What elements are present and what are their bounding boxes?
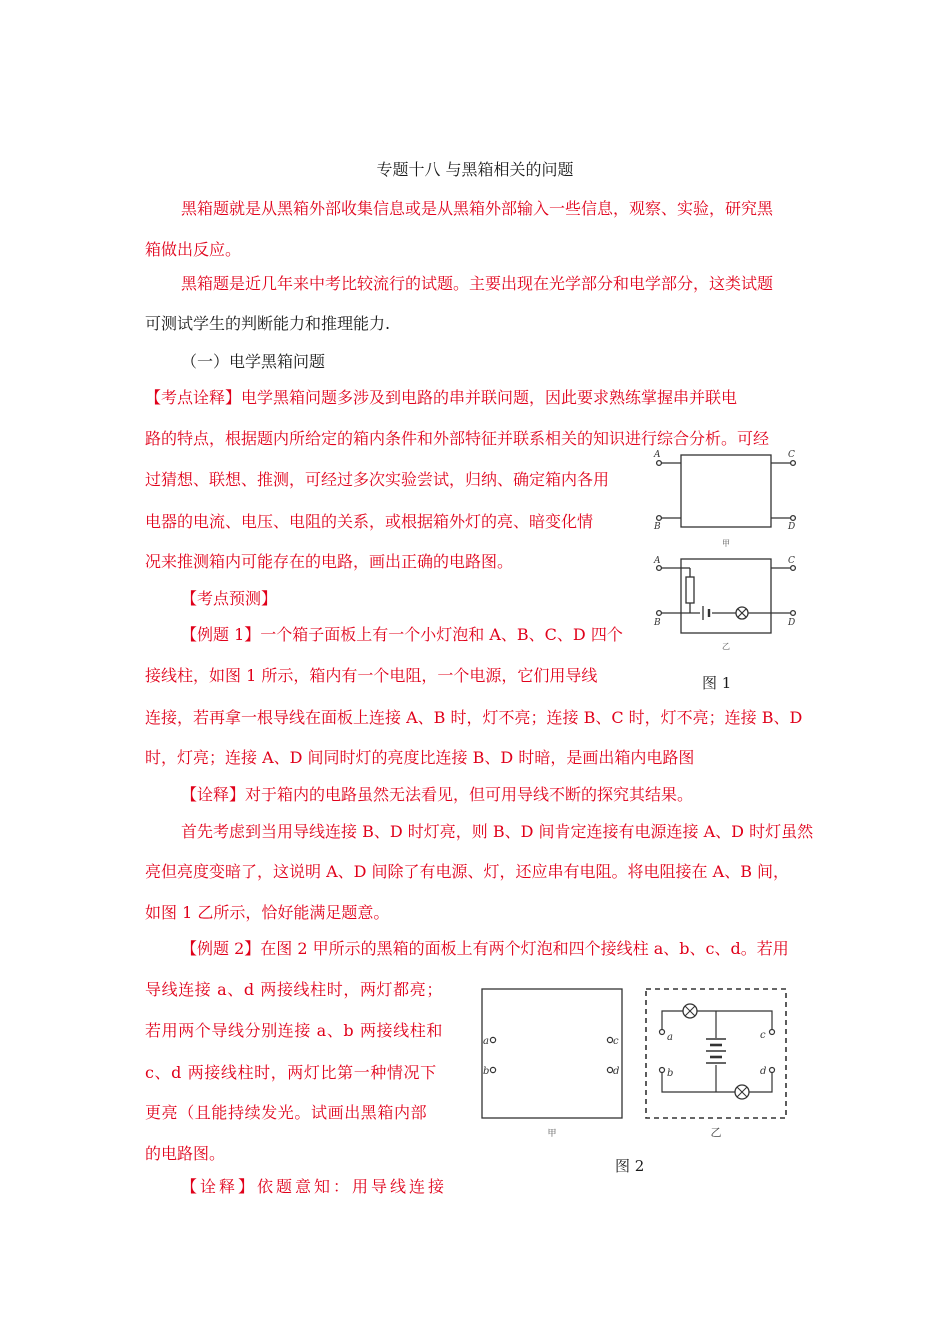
example1-text: 一个箱子面板上有一个小灯泡和 A、B、C、D 四个 (260, 625, 623, 644)
fig1-label-B2: B (654, 618, 661, 628)
answer1-line1 (181, 785, 693, 805)
answer2-tag: 【诠释】 (181, 1177, 258, 1196)
fig2-lamp-top-icon (683, 1004, 697, 1018)
fig1-label-A1: A (654, 450, 661, 460)
explain-text: 电学黑箱问题多涉及到电路的串并联问题，因此要求熟练掌握串并联电 (241, 388, 738, 407)
example1-line2: 接线柱，如图 1 所示，箱内有一个电阻，一个电源，它们用导线 (145, 666, 598, 685)
figure-1-caption: 图 1 (702, 674, 732, 692)
explain-tag: 【考点诠释】 (145, 388, 242, 407)
fig1-label-A2: A (654, 556, 661, 566)
figure-2-caption: 图 2 (615, 1157, 645, 1175)
fig2-sub-b: 乙 (710, 1126, 722, 1139)
fig1-sub-a: 甲 (722, 539, 730, 548)
answer1-line2: 首先考虑到当用导线连接 B、D 时灯亮，则 B、D 间肯定连接有电源连接 A、D 时灯虽然 (181, 822, 814, 841)
figure-1-diagram (648, 445, 808, 655)
explain-line5: 况来推测箱内可能存在的电路，画出正确的电路图。 (145, 552, 514, 571)
intro-p2-line1: 黑箱题是近几年来中考比较流行的试题。主要出现在光学部分和电学部分，这类试题 (181, 274, 774, 293)
fig2-box-b (646, 989, 786, 1118)
fig2-box-a (482, 989, 622, 1118)
fig2-battery-icon (706, 1039, 726, 1063)
page-title: 专题十八 与黑箱相关的问题 (376, 160, 574, 179)
answer1-text: 对于箱内的电路虽然无法看见，但可用导线不断的探究其结果。 (245, 785, 694, 804)
fig1-box-a (681, 455, 771, 527)
intro-p1-line1: 黑箱题就是从黑箱外部收集信息或是从黑箱外部输入一些信息，观察、实验，研究黑 (181, 199, 774, 218)
answer1-line4: 如图 1 乙所示，恰好能满足题意。 (145, 903, 390, 922)
explain-line3: 过猜想、联想、推测，可经过多次实验尝试，归纳、确定箱内各用 (145, 470, 610, 489)
explain-line2: 路的特点，根据题内所给定的箱内条件和外部特征并联系相关的知识进行综合分析。可经 (145, 429, 770, 448)
answer2-text: 依题意知：用导线连接 (257, 1177, 448, 1196)
example2-line1 (181, 939, 789, 959)
example2-line6: 的电路图。 (145, 1144, 226, 1163)
example2-line4: c、d 两接线柱时，两灯比第一种情况下 (145, 1063, 437, 1082)
fig1-resistor (686, 577, 694, 603)
intro-p2-line2: 可测试学生的判断能力和推理能力. (145, 314, 391, 333)
fig2-label-d1: d (613, 1066, 620, 1077)
fig2-label-b2: b (667, 1068, 674, 1079)
fig1-lamp-icon (736, 607, 748, 619)
fig2-lamp-bottom-icon (735, 1085, 749, 1099)
fig2-label-c2: c (760, 1030, 766, 1041)
predict-heading: 【考点预测】 (181, 589, 278, 608)
section-heading: （一）电学黑箱问题 (181, 352, 326, 371)
example2-line3: 若用两个导线分别连接 a、b 两接线柱和 (145, 1021, 443, 1040)
fig1-label-C1: C (788, 450, 795, 460)
example2-line5: 更亮（且能持续发光。试画出黑箱内部 (145, 1103, 428, 1122)
fig1-label-B1: B (654, 522, 661, 532)
example1-line3: 连接，若再拿一根导线在面板上连接 A、B 时，灯不亮；连接 B、C 时，灯不亮；连接 B、D (145, 708, 803, 727)
example2-line2: 导线连接 a、d 两接线柱时，两灯都亮； (145, 980, 443, 999)
fig2-label-c1: c (613, 1036, 619, 1047)
example1-tag: 【例题 1】 (181, 625, 261, 644)
fig1-label-C2: C (788, 556, 795, 566)
example1-line1 (181, 625, 623, 645)
fig1-label-D1: D (788, 522, 796, 532)
fig1-label-D2: D (788, 618, 796, 628)
fig2-sub-a: 甲 (547, 1129, 557, 1139)
answer1-tag: 【诠释】 (181, 785, 246, 804)
answer2-line1 (181, 1177, 447, 1197)
example1-line4: 时，灯亮；连接 A、D 间同时灯的亮度比连接 B、D 时暗，是画出箱内电路图 (145, 748, 695, 767)
fig2-label-a2: a (667, 1032, 673, 1043)
fig2-label-d2: d (760, 1066, 767, 1077)
intro-p1-line2: 箱做出反应。 (145, 240, 242, 259)
explain-line1 (145, 388, 737, 408)
fig2-label-b1: b (483, 1066, 490, 1077)
fig2-label-a1: a (483, 1036, 489, 1047)
example2-tag: 【例题 2】 (181, 939, 261, 958)
fig1-sub-b: 乙 (722, 642, 730, 651)
explain-line4: 电器的电流、电压、电阻的关系，或根据箱外灯的亮、暗变化情 (145, 512, 594, 531)
answer1-line3: 亮但亮度变暗了，这说明 A、D 间除了有电源、灯，还应串有电阻。将电阻接在 A、B 间， (145, 862, 790, 881)
example2-text: 在图 2 甲所示的黑箱的面板上有两个灯泡和四个接线柱 a、b、c、d。若用 (260, 939, 789, 958)
figure-2-diagram (476, 980, 806, 1145)
